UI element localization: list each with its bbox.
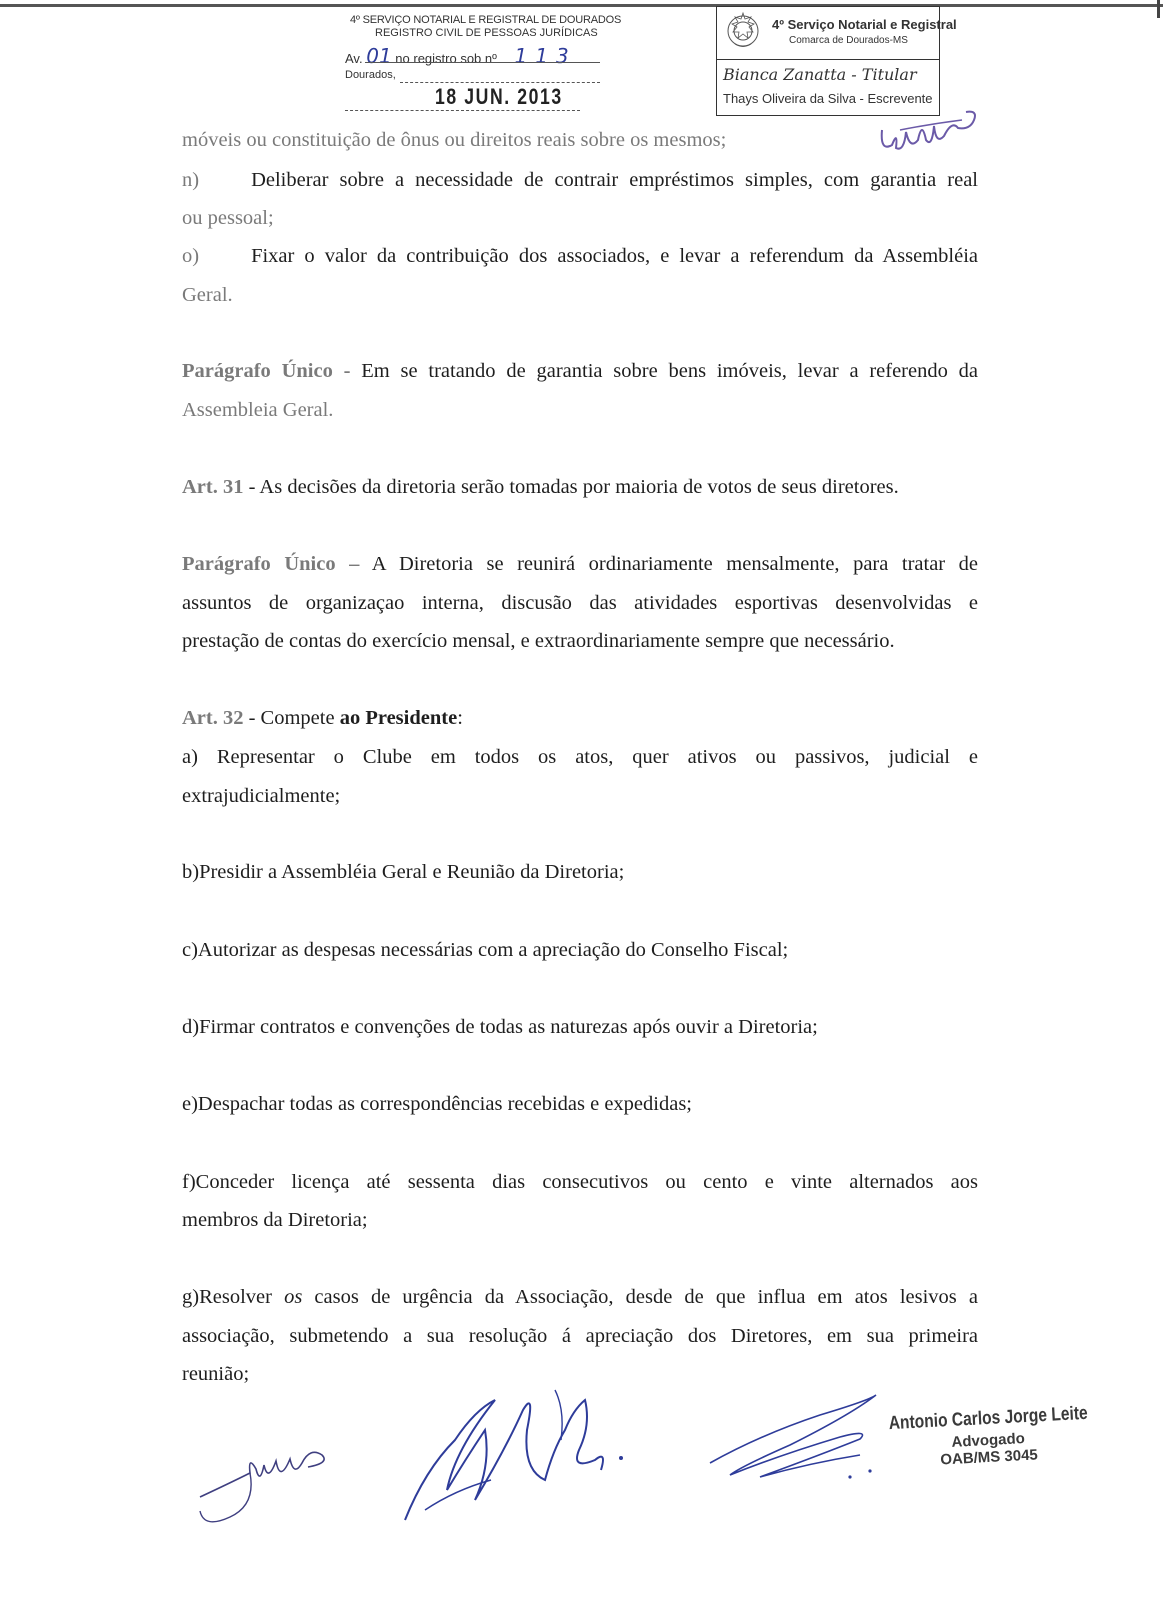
paragraph-unico-1 (182, 359, 978, 383)
text-line-part: membros da Diretoria; (182, 1209, 368, 1231)
article-colon: : (457, 707, 463, 729)
text-line-part: móveis ou constituição de ônus ou direitos reais sobre os mesmos; (182, 129, 727, 151)
item-text: c)Autorizar as despesas necessárias com a apreciação do Conselho Fiscal; (182, 939, 789, 961)
signature-right (700, 1385, 890, 1495)
signature-left (190, 1425, 340, 1535)
item-text: casos de urgência da Associação, desde de que influa em atos lesivos a (302, 1286, 979, 1308)
notary-subtitle: Comarca de Dourados-MS (789, 35, 908, 46)
text-line-part: prestação de contas do exercício mensal, e extraordinariamente sempre que necessário. (182, 630, 895, 652)
article-32 (182, 706, 978, 730)
text-line-part: Geral. (182, 284, 233, 306)
item-marker: n) (182, 169, 200, 191)
notary-holder: Bianca Zanatta - Titular (723, 65, 917, 84)
text-line-part: ou pessoal; (182, 207, 274, 229)
lawyer-role: Advogado (951, 1430, 1026, 1451)
item-text: e)Despachar todas as correspondências recebidas e expedidas; (182, 1093, 692, 1115)
av-prefix: Av. (345, 51, 363, 66)
paragraph-label: Parágrafo Único - (182, 360, 351, 382)
item-text-italic: os (284, 1286, 303, 1308)
text-line-part: assuntos de organizaçao interna, discusão das atividades esportivas desenvolvidas e (182, 592, 978, 614)
registry-number: 113 (514, 44, 577, 68)
registry-stamp-av-line (345, 44, 577, 68)
item-n (182, 168, 978, 192)
item-d (182, 1015, 978, 1039)
lawyer-oab: OAB/MS 3045 (939, 1446, 1039, 1469)
item-e (182, 1092, 978, 1116)
registry-date: 18 JUN. 2013 (435, 84, 563, 109)
lawyer-stamp (887, 1403, 1090, 1471)
stamp-rule (400, 82, 600, 83)
registry-label: no registro sob nº (395, 51, 497, 66)
item-o (182, 244, 978, 268)
text-line-part: reunião; (182, 1363, 250, 1385)
item-text: Fixar o valor da contribuição dos associados, e levar a referendum da Assembléia (251, 245, 978, 267)
paragraph-text: A Diretoria se reunirá ordinariamente mensalmente, para tratar de (359, 553, 978, 575)
item-a-cont (182, 784, 978, 808)
top-scan-border (0, 4, 1163, 7)
registry-stamp-line1: 4º SERVIÇO NOTARIAL E REGISTRAL DE DOURADOS (350, 14, 622, 26)
stamp-rule (345, 110, 580, 111)
item-text: b)Presidir a Assembléia Geral e Reunião da Diretoria; (182, 861, 625, 883)
lawyer-name: Antonio Carlos Jorge Leite (888, 1402, 1089, 1435)
paragraph-unico-2-line3 (182, 629, 978, 653)
item-b (182, 860, 978, 884)
city-label: Dourados, (345, 69, 396, 81)
paragraph-unico-2 (182, 552, 978, 576)
item-text: a) Representar o Clube em todos os atos, quer ativos ou passivos, judicial e (182, 746, 978, 768)
signature-center (395, 1370, 645, 1530)
article-text: - As decisões da diretoria serão tomadas por maioria de votos de seus diretores. (243, 476, 899, 498)
article-subject: ao Presidente (339, 707, 458, 729)
item-f-cont (182, 1208, 978, 1232)
item-marker: o) (182, 245, 200, 267)
item-g-line2 (182, 1324, 978, 1348)
item-text: d)Firmar contratos e convenções de todas as naturezas após ouvir a Diretoria; (182, 1016, 818, 1038)
article-31 (182, 475, 978, 499)
text-line-part: extrajudicialmente; (182, 785, 341, 807)
stamp-divider (717, 59, 939, 60)
notary-title: 4º Serviço Notarial e Registral (772, 17, 957, 32)
notary-clerk: Thays Oliveira da Silva - Escrevente (723, 91, 933, 106)
paragraph-label: Parágrafo Único – (182, 553, 360, 575)
stamp-rule (365, 62, 600, 63)
av-number: 01 (366, 44, 392, 68)
article-label: Art. 31 (182, 476, 244, 498)
text-line-part: associação, submetendo a sua resolução á apreciação dos Diretores, em sua primeira (182, 1325, 978, 1347)
item-n-cont (182, 206, 978, 230)
paragraph-unico-1-cont (182, 398, 978, 422)
registry-stamp (345, 14, 622, 114)
article-text: - Compete (243, 707, 340, 729)
registry-stamp-line2: REGISTRO CIVIL DE PESSOAS JURÍDICAS (375, 27, 598, 39)
item-text: Deliberar sobre a necessidade de contrair empréstimos simples, com garantia real (251, 169, 978, 191)
item-c (182, 938, 978, 962)
paragraph-text: Em se tratando de garantia sobre bens imóveis, levar a referendo da (350, 360, 979, 382)
coat-of-arms-icon (723, 11, 763, 51)
item-o-cont (182, 283, 978, 307)
item-f (182, 1170, 978, 1194)
item-g (182, 1285, 978, 1309)
item-text: f)Conceder licença até sessenta dias consecutivos ou cento e vinte alternados aos (182, 1171, 978, 1193)
text-line (182, 128, 978, 152)
article-label: Art. 32 (182, 707, 244, 729)
text-line-part: Assembleia Geral. (182, 399, 334, 421)
right-scan-mark (1157, 0, 1160, 18)
paragraph-unico-2-line2 (182, 591, 978, 615)
item-a (182, 745, 978, 769)
item-text: g)Resolver (182, 1286, 285, 1308)
